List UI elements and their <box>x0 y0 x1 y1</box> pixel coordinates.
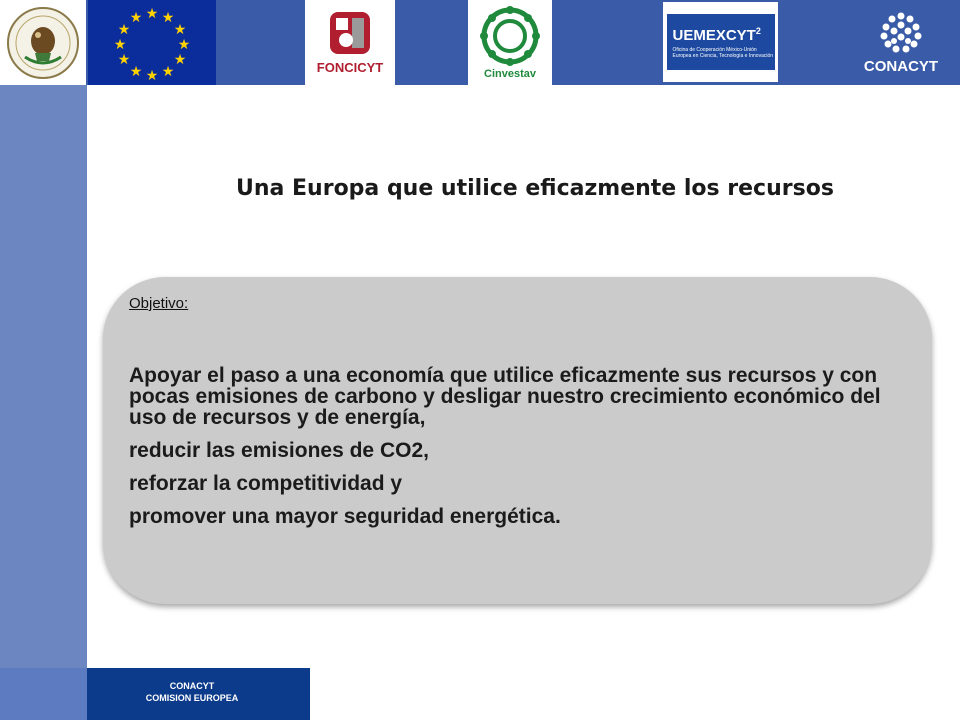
svg-text:★: ★ <box>161 10 175 26</box>
objective-paragraph-main: Apoyar el paso a una economía que utilice eficazmente sus recursos y con pocas emisiones de carbono y desligar nuestro crecimiento económico del uso de recursos y de energía, <box>129 364 881 429</box>
conacyt-dots-icon <box>877 10 925 54</box>
svg-text:★: ★ <box>129 10 143 26</box>
svg-text:★: ★ <box>173 22 187 38</box>
uemexcyt-subtitle: Oficina de Cooperación México-Unión Europea en Ciencia, Tecnología e Innovación <box>672 46 774 59</box>
uemexcyt-superscript: 2 <box>755 25 761 36</box>
foncicyt-mark-icon <box>328 10 372 56</box>
cinvestav-logo <box>468 0 552 85</box>
svg-text:★: ★ <box>129 64 143 80</box>
cinvestav-mark-icon <box>478 6 542 66</box>
uemexcyt-logo <box>663 2 778 82</box>
conacyt-logo-text: CONACYT <box>863 58 939 75</box>
footer-left-block <box>0 668 87 720</box>
conacyt-logo <box>842 0 960 85</box>
foncicyt-logo-text: FONCICYT <box>316 60 384 75</box>
mexico-seal-logo <box>0 0 86 85</box>
objective-paragraph-emissions: reducir las emisiones de CO2, <box>129 439 429 462</box>
svg-text:★: ★ <box>177 37 191 53</box>
uemexcyt-badge <box>667 14 775 70</box>
svg-text:★: ★ <box>145 6 159 22</box>
svg-text:★: ★ <box>145 68 159 84</box>
cinvestav-logo-text: Cinvestav <box>484 67 536 80</box>
uemexcyt-logo-text <box>673 26 775 44</box>
svg-text:★: ★ <box>173 52 187 68</box>
svg-text:★: ★ <box>117 52 131 68</box>
svg-text:★: ★ <box>161 64 175 80</box>
svg-text:★: ★ <box>113 37 127 53</box>
eu-stars-icon <box>88 0 216 85</box>
objective-body <box>129 365 899 527</box>
objective-paragraph-competitiveness: reforzar la competitividad y <box>129 472 403 495</box>
foncicyt-logo <box>305 0 395 85</box>
left-decorative-strip <box>0 85 87 668</box>
footer-line-conacyt: CONACYT <box>169 681 215 691</box>
footer-line-comision: COMISION EUROPEA <box>145 693 239 703</box>
objective-label: Objetivo: <box>129 295 189 312</box>
mexico-seal-icon <box>5 5 81 81</box>
svg-text:★: ★ <box>117 22 131 38</box>
eu-flag-logo <box>88 0 216 85</box>
uemexcyt-name: UEMEXCYT <box>672 26 756 44</box>
objective-paragraph-security: promover una mayor seguridad energética. <box>129 505 561 528</box>
footer-caption <box>87 680 297 704</box>
slide-title: Una Europa que utilice eficazmente los recursos <box>236 176 834 201</box>
